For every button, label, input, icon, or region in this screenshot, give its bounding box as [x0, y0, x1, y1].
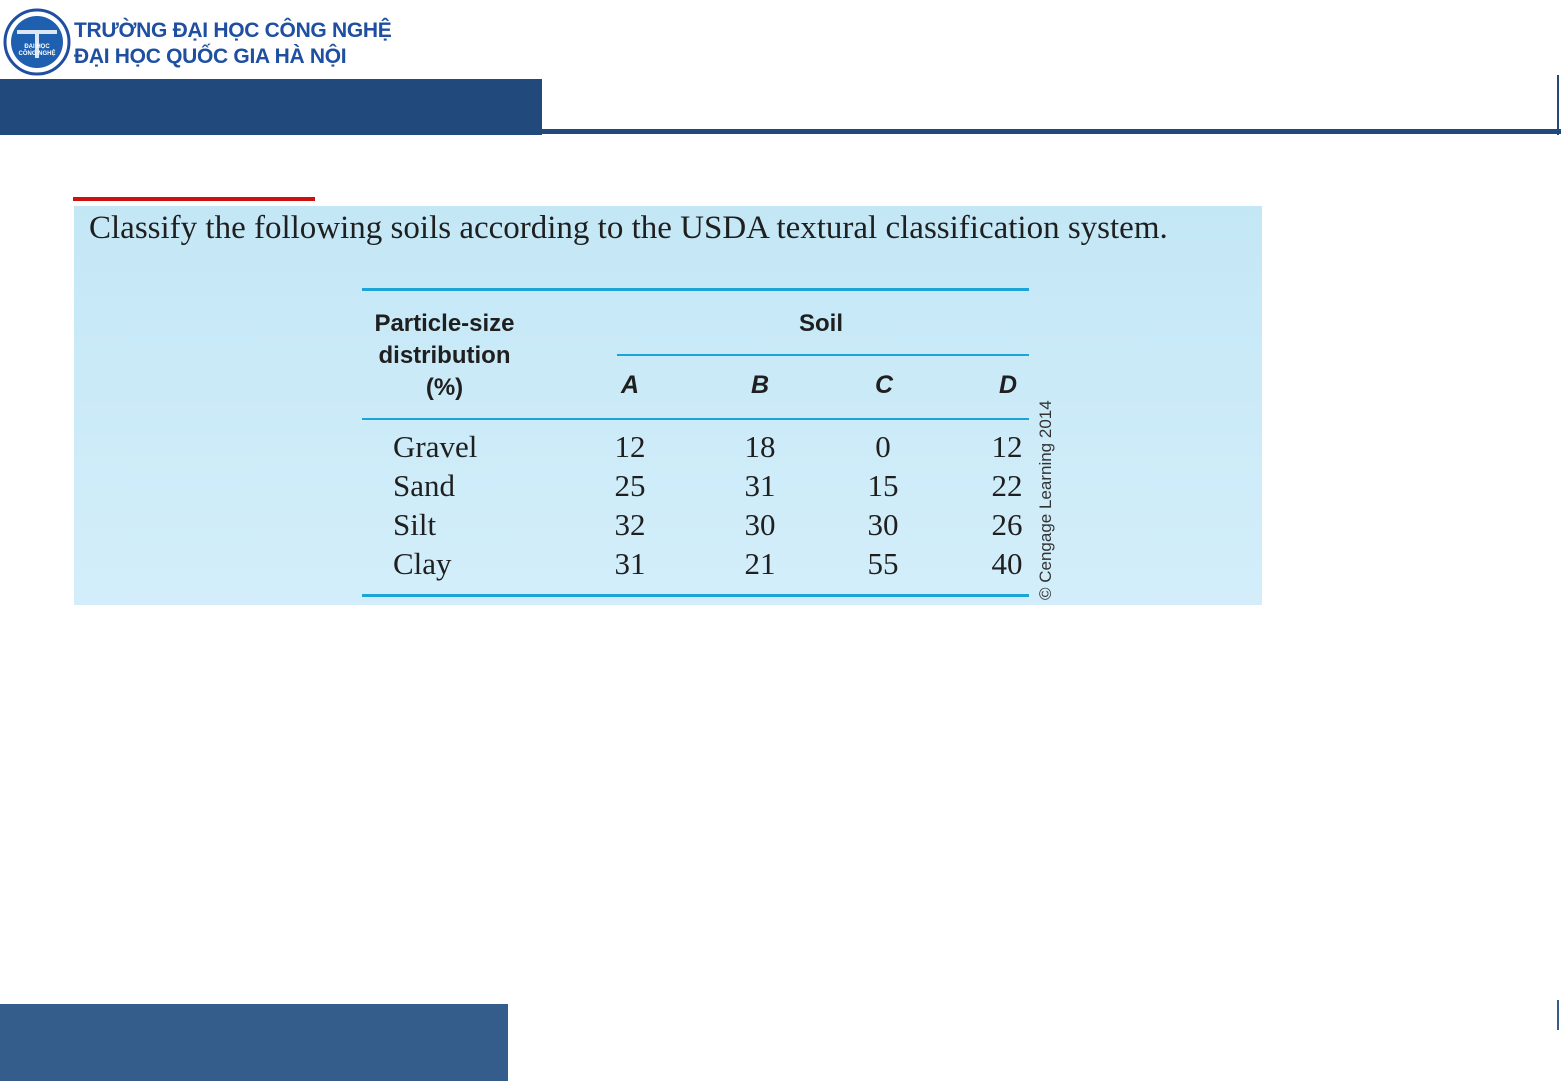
- row-label: Clay: [393, 546, 452, 581]
- table-cell: 15: [867, 468, 899, 503]
- header-right-edge: [1557, 75, 1559, 135]
- table-cell: 25: [614, 468, 646, 503]
- table-cell: 0: [875, 429, 891, 464]
- table-cell: 30: [867, 507, 899, 542]
- table-top-rule: [362, 288, 1029, 291]
- table-cell: 12: [614, 429, 646, 464]
- title-accent-line: [73, 197, 315, 201]
- row-label: Gravel: [393, 429, 478, 464]
- table-cell: 31: [614, 546, 646, 581]
- footer-bar: [0, 1004, 508, 1081]
- problem-panel: [74, 206, 1262, 605]
- table-cell: 30: [744, 507, 776, 542]
- table-header-rule: [362, 418, 1029, 420]
- table-cell: 21: [744, 546, 776, 581]
- table-cell: 40: [991, 546, 1023, 581]
- column-header-d: D: [998, 371, 1018, 399]
- column-header-c: C: [874, 371, 894, 399]
- footer-right-edge: [1557, 1000, 1559, 1030]
- row-header-line: distribution: [378, 342, 511, 369]
- table-bottom-rule: [362, 594, 1029, 597]
- header-underline: [542, 129, 1561, 134]
- row-header-line: Particle-size: [374, 310, 515, 337]
- university-name: [74, 18, 391, 70]
- logo-text-bottom: CÔNG NGHỆ: [18, 51, 56, 57]
- table-cell: 18: [744, 429, 776, 464]
- table-row: [74, 505, 1074, 544]
- problem-prompt: Classify the following soils according to the USDA textural classification system.: [89, 210, 1168, 246]
- logo-text-top: ĐẠI HỌC: [24, 44, 50, 50]
- table-cell: 31: [744, 468, 776, 503]
- table-cell: 12: [991, 429, 1023, 464]
- university-logo: [3, 8, 71, 76]
- table-row: [74, 544, 1074, 583]
- table-soil-rule: [617, 354, 1029, 356]
- table-cell: 26: [991, 507, 1023, 542]
- table-row: [74, 427, 1074, 466]
- column-header-b: B: [750, 371, 770, 399]
- column-header-a: A: [620, 371, 640, 399]
- header-bar: [0, 79, 542, 135]
- row-label: Silt: [393, 507, 437, 542]
- table-cell: 22: [991, 468, 1023, 503]
- table-cell: 55: [867, 546, 899, 581]
- row-header-line: (%): [425, 374, 464, 401]
- copyright-credit: © Cengage Learning 2014: [1036, 400, 1055, 600]
- soil-group-header: Soil: [798, 310, 843, 337]
- table-row: [74, 466, 1074, 505]
- university-name-line1: TRƯỜNG ĐẠI HỌC CÔNG NGHỆ: [74, 19, 392, 42]
- table-cell: 32: [614, 507, 646, 542]
- row-label: Sand: [393, 468, 455, 503]
- row-header: [362, 308, 527, 404]
- university-name-line2: ĐẠI HỌC QUỐC GIA HÀ NỘI: [74, 45, 347, 68]
